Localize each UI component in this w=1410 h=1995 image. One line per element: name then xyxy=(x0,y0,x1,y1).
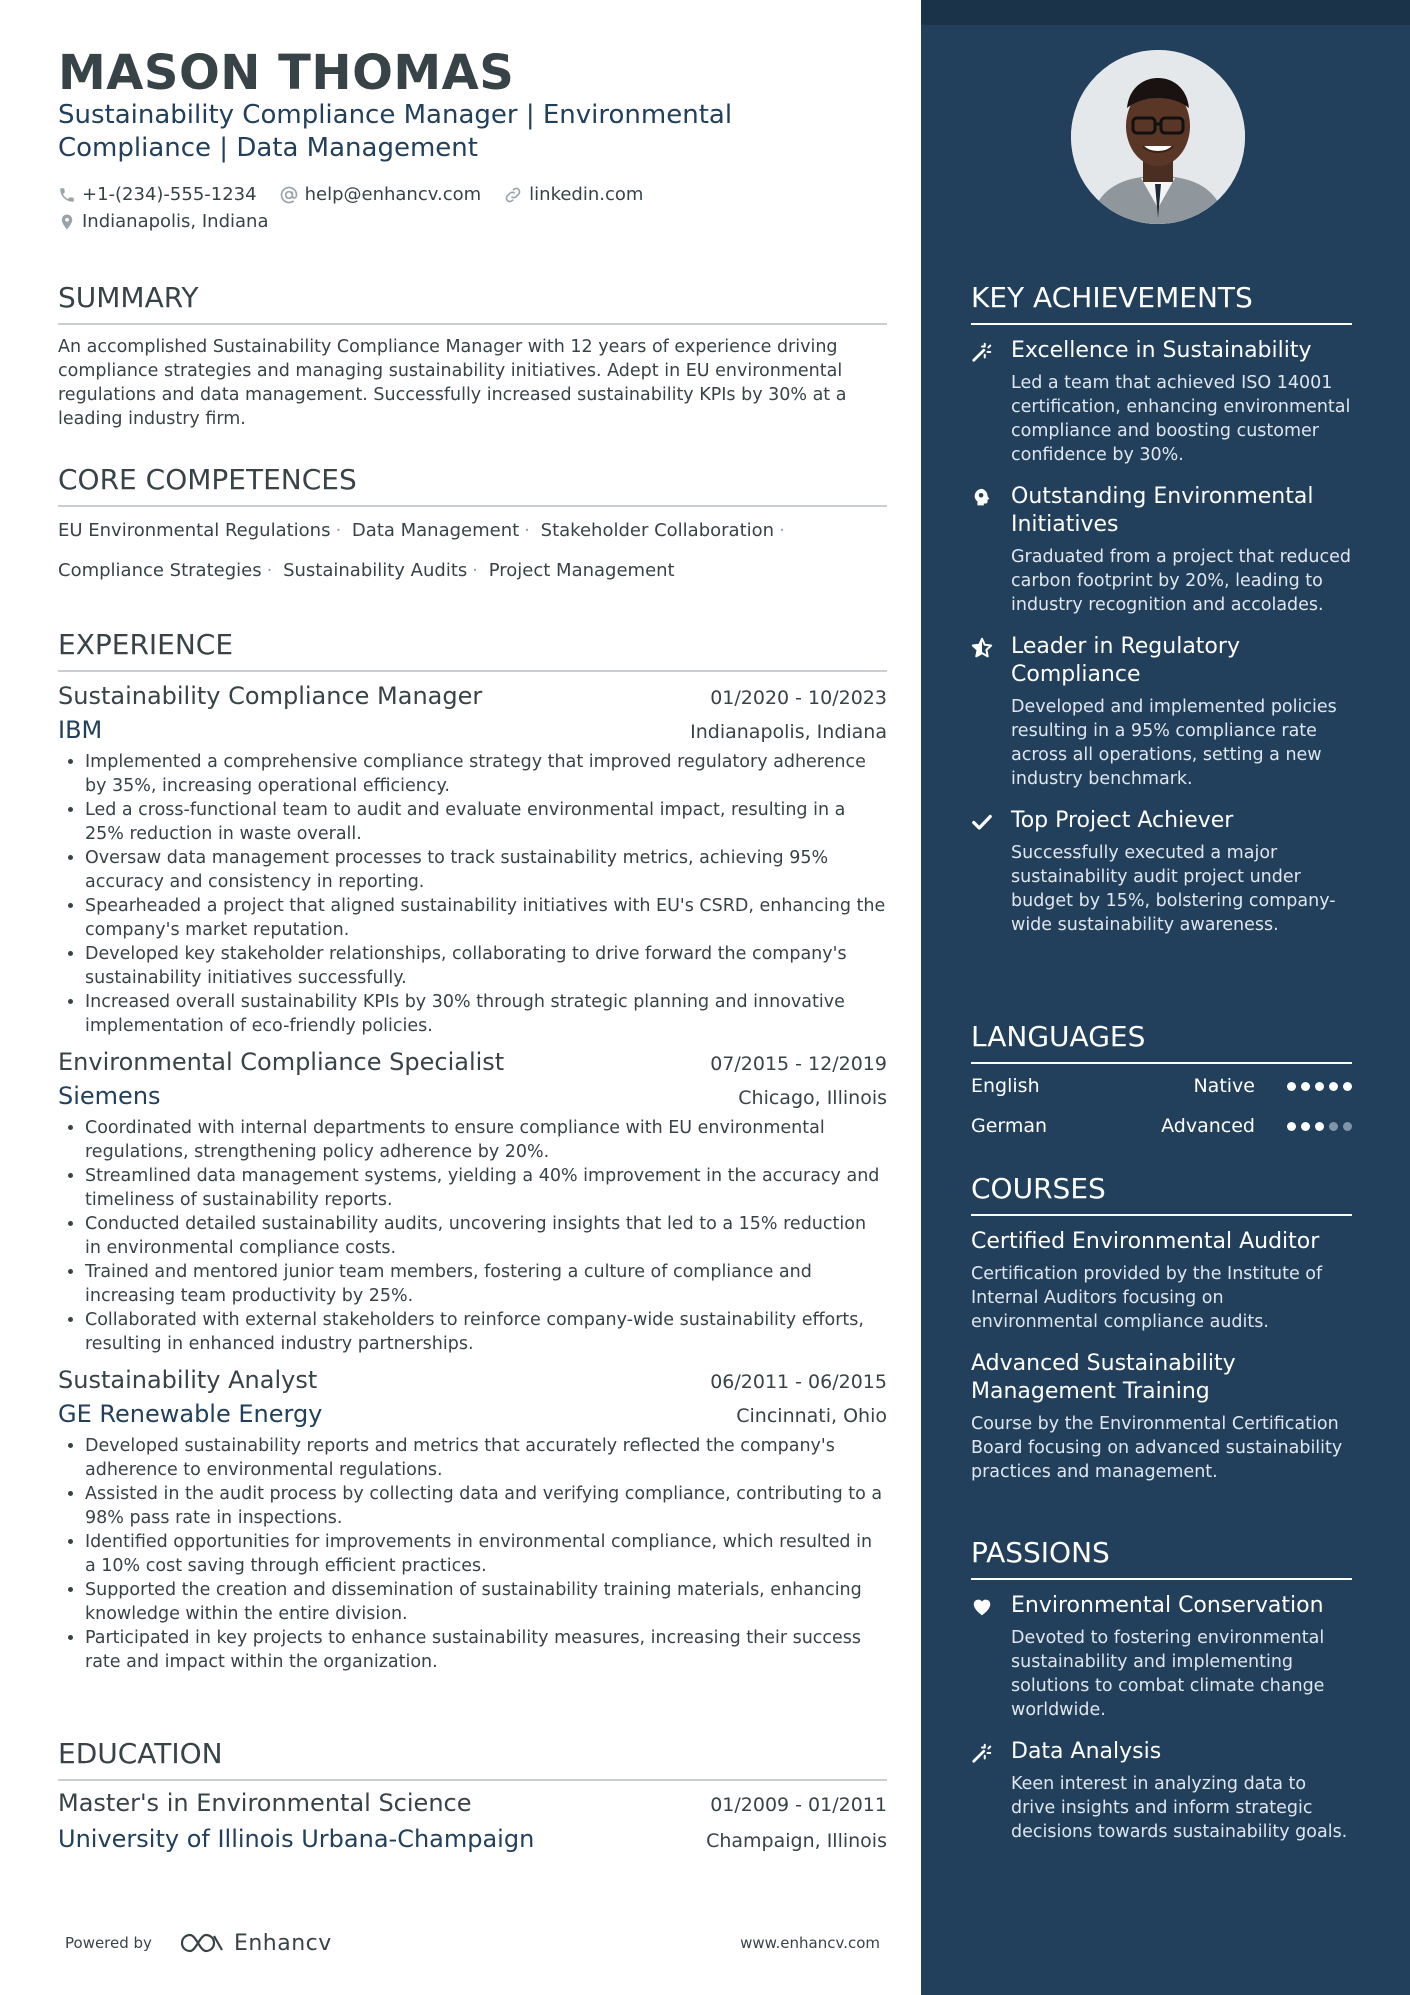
bullet-item: • Increased overall sustainability KPIs by 30% through strategic planning and innovative implementation of eco-friendly policies. xyxy=(85,990,887,1038)
skill-item: Data Management xyxy=(351,520,520,541)
achievements-section xyxy=(971,281,1352,937)
job-entry xyxy=(58,1048,887,1356)
school: University of Illinois Urbana-Champaign xyxy=(58,1825,535,1853)
skill-item: Sustainability Audits xyxy=(283,560,468,581)
language-rating xyxy=(1287,1122,1352,1131)
passion-title: Data Analysis xyxy=(1011,1739,1162,1764)
education-section xyxy=(58,1737,887,1853)
summary-section xyxy=(58,281,887,431)
language-level: Native xyxy=(1193,1075,1255,1097)
phone-text: +1-(234)-555-1234 xyxy=(82,184,257,205)
job-bullets xyxy=(58,1116,887,1356)
rating-dot xyxy=(1301,1082,1310,1091)
course-title: Advanced Sustainability Management Training xyxy=(971,1351,1236,1404)
phone-contact[interactable] xyxy=(58,184,257,205)
location-contact xyxy=(58,211,269,232)
bullet-item: • Participated in key projects to enhance sustainability measures, increasing their success rate and impact within the organization. xyxy=(85,1626,887,1674)
bullet-item: • Led a cross-functional team to audit and evaluate environmental impact, resulting in a 25% reduction in waste overall. xyxy=(85,798,887,846)
achievement-desc: Successfully executed a major sustainability audit project under budget by 15%, bolstering company-wide sustainability awareness. xyxy=(1011,843,1336,935)
powered-by xyxy=(65,1930,332,1956)
education-dates: 01/2009 - 01/2011 xyxy=(710,1794,887,1816)
section-title: EXPERIENCE xyxy=(58,628,887,672)
rating-dot xyxy=(1301,1122,1310,1131)
achievement-title: Leader in Regulatory Compliance xyxy=(1011,634,1240,687)
achievement-desc: Graduated from a project that reduced carbon footprint by 20%, leading to industry recognition and accolades. xyxy=(1011,547,1351,615)
job-location: Cincinnati, Ohio xyxy=(736,1405,887,1427)
footer xyxy=(65,1930,880,1956)
job-entry xyxy=(58,682,887,1038)
section-title: EDUCATION xyxy=(58,1737,887,1781)
bullet-item: • Spearheaded a project that aligned sustainability initiatives with EU's CSRD, enhancing the company's market reputation. xyxy=(85,894,887,942)
bullet-item: • Developed sustainability reports and metrics that accurately reflected the company's adherence to environmental regulations. xyxy=(85,1434,887,1482)
star-icon xyxy=(971,637,993,659)
job-role: Sustainability Analyst xyxy=(58,1366,318,1394)
achievement-item xyxy=(971,483,1352,617)
skill-item: Project Management xyxy=(488,560,675,581)
section-title: SUMMARY xyxy=(58,281,887,325)
summary-text: An accomplished Sustainability Compliance Manager with 12 years of experience driving compliance strategies and managing sustainability initiatives. Adept in EU environmental regulations and data management. Successfully increased sustainability KPIs by 30% at a leading industry firm. xyxy=(58,337,847,429)
passions-section xyxy=(971,1536,1352,1844)
bullet-item: • Implemented a comprehensive compliance strategy that improved regulatory adherence by 35%, increasing operational efficiency. xyxy=(85,750,887,798)
bullet-item: • Trained and mentored junior team members, fostering a culture of compliance and increasing team productivity by 25%. xyxy=(85,1260,887,1308)
rating-dot xyxy=(1287,1082,1296,1091)
passion-title: Environmental Conservation xyxy=(1011,1593,1324,1618)
bullet-item: • Collaborated with external stakeholders to reinforce company-wide sustainability efforts, resulting in enhanced industry partnerships. xyxy=(85,1308,887,1356)
job-dates: 07/2015 - 12/2019 xyxy=(710,1053,887,1075)
passion-item xyxy=(971,1738,1352,1844)
location-pin-icon xyxy=(58,212,76,232)
skill-item: EU Environmental Regulations xyxy=(58,520,331,541)
avatar xyxy=(1071,50,1245,224)
phone-icon xyxy=(58,186,76,204)
bullet-item: • Identified opportunities for improvements in environmental compliance, which resulted in a 10% cost saving through efficient practices. xyxy=(85,1530,887,1578)
link-icon xyxy=(503,185,523,205)
bullet-item: • Supported the creation and dissemination of sustainability training materials, enhancing knowledge within the entire division. xyxy=(85,1578,887,1626)
job-dates: 01/2020 - 10/2023 xyxy=(710,687,887,709)
language-rating xyxy=(1287,1082,1352,1091)
achievement-desc: Led a team that achieved ISO 14001 certification, enhancing environmental compliance and boosting customer confidence by 30%. xyxy=(1011,373,1351,465)
course-desc: Certification provided by the Institute of Internal Auditors focusing on environmental compliance audits. xyxy=(971,1264,1323,1332)
job-bullets xyxy=(58,750,887,1038)
wand-icon xyxy=(971,1742,993,1764)
rating-dot xyxy=(1315,1082,1324,1091)
job-bullets xyxy=(58,1434,887,1674)
skill-item: Stakeholder Collaboration xyxy=(540,520,775,541)
enhancv-logo-icon xyxy=(178,1930,228,1956)
achievement-title: Excellence in Sustainability xyxy=(1011,338,1312,363)
course-title: Certified Environmental Auditor xyxy=(971,1229,1320,1254)
bullet-item: • Conducted detailed sustainability audits, uncovering insights that led to a 15% reduction in environmental compliance costs. xyxy=(85,1212,887,1260)
profile-photo-icon xyxy=(1071,50,1245,224)
bullet-item: • Coordinated with internal departments to ensure compliance with EU environmental regulations, strengthening policy adherence by 20%. xyxy=(85,1116,887,1164)
email-contact[interactable] xyxy=(279,184,482,205)
linkedin-contact[interactable] xyxy=(503,184,643,205)
bullet-item: • Assisted in the audit process by collecting data and verifying compliance, contributing to a 98% pass rate in inspections. xyxy=(85,1482,887,1530)
enhancv-brand: Enhancv xyxy=(233,1930,332,1956)
sidebar-top-strip xyxy=(921,0,1410,25)
rating-dot xyxy=(1329,1122,1338,1131)
rating-dot xyxy=(1329,1082,1338,1091)
bullet-item: • Oversaw data management processes to track sustainability metrics, achieving 95% accuracy and consistency in reporting. xyxy=(85,846,887,894)
bullet-item: • Developed key stakeholder relationships, collaborating to drive forward the company's sustainability initiatives successfully. xyxy=(85,942,887,990)
language-level: Advanced xyxy=(1161,1115,1255,1137)
check-icon xyxy=(971,811,993,833)
job-company: GE Renewable Energy xyxy=(58,1400,323,1428)
linkedin-text: linkedin.com xyxy=(529,184,644,205)
wand-icon xyxy=(971,341,993,363)
passion-item xyxy=(971,1592,1352,1722)
at-icon xyxy=(279,185,299,205)
achievement-desc: Developed and implemented policies resulting in a 95% compliance rate across all operations, setting a new industry benchmark. xyxy=(1011,697,1337,789)
passion-desc: Devoted to fostering environmental sustainability and implementing solutions to combat climate change worldwide. xyxy=(1011,1628,1325,1720)
experience-section xyxy=(58,628,887,1674)
sidebar xyxy=(921,0,1410,1995)
language-name: English xyxy=(971,1075,1040,1097)
courses-section xyxy=(971,1172,1352,1484)
achievement-item xyxy=(971,633,1352,791)
languages-section xyxy=(971,1020,1352,1146)
job-role: Environmental Compliance Specialist xyxy=(58,1048,505,1076)
job-location: Indianapolis, Indiana xyxy=(690,721,887,743)
section-title: COURSES xyxy=(971,1172,1352,1216)
footer-url[interactable]: www.enhancv.com xyxy=(740,1934,880,1952)
education-location: Champaign, Illinois xyxy=(706,1830,887,1852)
degree: Master's in Environmental Science xyxy=(58,1789,472,1817)
section-title: LANGUAGES xyxy=(971,1020,1352,1064)
achievement-item xyxy=(971,807,1352,937)
job-company: Siemens xyxy=(58,1082,161,1110)
skill-list: EU Environmental Regulations · Data Management · Stakeholder Collaboration · Compliance Strategies · Sustainability Audits · Project Management xyxy=(58,520,785,581)
powered-by-label: Powered by xyxy=(65,1934,152,1952)
achievement-title: Outstanding Environmental Initiatives xyxy=(1011,484,1314,537)
achievement-item xyxy=(971,337,1352,467)
heart-icon xyxy=(971,1596,993,1618)
rating-dot xyxy=(1343,1122,1352,1131)
rating-dot xyxy=(1315,1122,1324,1131)
headline: Sustainability Compliance Manager | Environmental Compliance | Data Management xyxy=(58,100,733,163)
candidate-name: MASON THOMAS xyxy=(58,45,515,101)
section-title: PASSIONS xyxy=(971,1536,1352,1580)
achievement-title: Top Project Achiever xyxy=(1011,808,1234,833)
job-location: Chicago, Illinois xyxy=(738,1087,887,1109)
bullet-item: • Streamlined data management systems, yielding a 40% improvement in the accuracy and timeliness of sustainability reports. xyxy=(85,1164,887,1212)
job-company: IBM xyxy=(58,716,103,744)
brain-icon xyxy=(971,487,993,509)
section-title: CORE COMPETENCES xyxy=(58,463,887,507)
location-text: Indianapolis, Indiana xyxy=(82,211,269,232)
email-text: help@enhancv.com xyxy=(304,184,482,205)
job-entry xyxy=(58,1366,887,1674)
passion-desc: Keen interest in analyzing data to drive insights and inform strategic decisions towards sustainability goals. xyxy=(1011,1774,1348,1842)
language-name: German xyxy=(971,1115,1048,1137)
language-item xyxy=(971,1106,1352,1146)
contact-info xyxy=(58,181,665,235)
job-dates: 06/2011 - 06/2015 xyxy=(710,1371,887,1393)
section-title: KEY ACHIEVEMENTS xyxy=(971,281,1352,325)
rating-dot xyxy=(1287,1122,1296,1131)
skill-item: Compliance Strategies xyxy=(58,560,262,581)
language-item xyxy=(971,1066,1352,1106)
rating-dot xyxy=(1343,1082,1352,1091)
competences-section xyxy=(58,463,887,591)
job-role: Sustainability Compliance Manager xyxy=(58,682,483,710)
course-desc: Course by the Environmental Certification Board focusing on advanced sustainability practices and management. xyxy=(971,1414,1343,1482)
